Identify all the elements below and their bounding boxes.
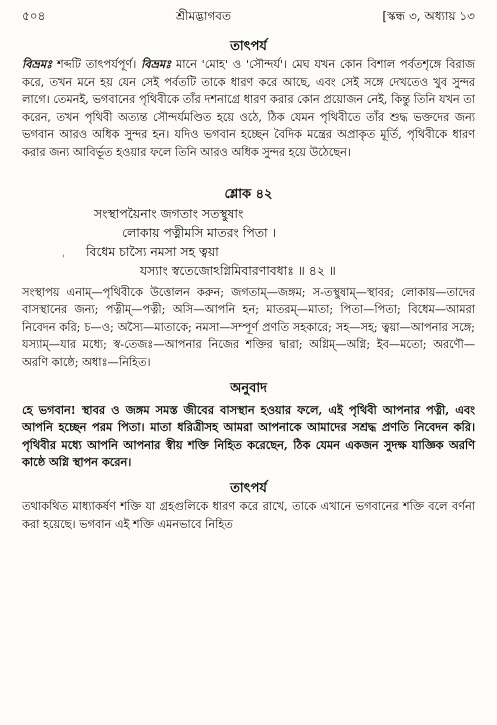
sanskrit-verse bbox=[22, 204, 475, 280]
translation-heading: অনুবাদ bbox=[230, 380, 267, 396]
verse-line-4: যস্যাং স্বতেজোঽগ্নিমিবারণাবধাঃ ॥ ৪২ ॥ bbox=[140, 262, 336, 278]
purport-text-2: মানে 'মোহ' ও 'সৌন্দর্য'। মেঘ যখন কোন বিশাল পর্বতশৃঙ্গে বিরাজ করে, তখন মনে হয় যেন সেই পর্বতটি তাকে ধারণ করে আছে, এবং সেই সঙ্গে দেখতেও খুব সুন্দর লাগে। তেমনই, ভগবানের পৃথিবীকে তাঁর দশনাগ্রে ধারণ করার কোন প্রয়োজন নেই, কিন্তু তিনি যখন তা করেন, তখন পৃথিবী অত্যন্ত সৌন্দর্যমণ্ডিত হয়ে ওঠে, ঠিক যেমন পৃথিবীতে তাঁর শুদ্ধ ভক্তদের জন্য ভগবান আরও অধিক সুন্দর হন। যদিও ভগবান হচ্ছেন বৈদিক মন্ত্রের অপ্রাকৃত মূর্তি, পৃথিবীকে ধারণ করার জন্য আবির্ভূত হওয়ার ফলে তিনি আরও অধিক সুন্দর হয়ে উঠেছেন। bbox=[22, 58, 475, 159]
page-header bbox=[22, 8, 475, 26]
purport-paragraph-2: তথাকথিত মাধ্যাকর্ষণ শক্তি যা গ্রহগুলিকে ধারণ করে রাখে, তাকে এখানে ভগবানের শক্তি বলে বর্ণনা করা হয়েছে। ভগবান এই শক্তি এমনভাবে নিহিত bbox=[22, 499, 475, 531]
verse-line-2: লোকায় পত্নীমসি মাতরং পিতা । bbox=[122, 224, 277, 240]
term-vibhramah-2: বিভ্রমঃ bbox=[141, 57, 172, 71]
canto-chapter: [স্কন্ধ ৩, অধ্যায় ১৩ bbox=[382, 9, 475, 23]
purport-heading-2: তাৎপর্য bbox=[230, 480, 267, 496]
purport-text-1: শব্দটি তাৎপর্যপূর্ণ। bbox=[52, 58, 142, 71]
verse-heading: শ্লোক ৪২ bbox=[224, 186, 273, 202]
purport-heading: তাৎপর্য bbox=[230, 39, 267, 54]
purport-paragraph bbox=[22, 56, 475, 162]
print-mark: ꞌ bbox=[62, 254, 65, 265]
verse-line-3: বিধেম চাস্যৈ নমসা সহ ত্বয়া bbox=[86, 243, 219, 259]
translation-paragraph: হে ভগবান! স্থাবর ও জঙ্গম সমস্ত জীবের বাসস্থান হওয়ার ফলে, এই পৃথিবী আপনার পত্নী, এবং আপনি হচ্ছেন পরম পিতা। মাতা ধরিত্রীসহ আমরা আপনাকে আমাদের সশ্রদ্ধ প্রণতি নিবেদন করি। পৃথিবীর মধ্যে আপনি আপনার স্বীয় শক্তি নিহিত করেছেন, ঠিক যেমন একজন সুদক্ষ যাজ্ঞিক অরণি কাষ্ঠে অগ্নি স্থাপন করেন। bbox=[22, 402, 475, 470]
synonyms-paragraph: সংস্থাপয় এনাম্‌—পৃথিবীকে উত্তোলন করুন; জগতাম্‌—জঙ্গম; স-তস্থুষাম্‌—স্থাবর; লোকায়—তাদের বাসস্থানের জন্য; পত্নীম্‌—পত্নী; অসি—আপনি হন; মাতরম্‌—মাতা; পিতা—পিতা; বিধেম—আমরা নিবেদন করি; চ—ও; অস্যৈ—মাতাকে; নমসা—সম্পূর্ণ প্রণতি সহকারে; সহ—সহ; ত্বয়া—আপনার সঙ্গে; যস্যাম্‌—যার মধ্যে; স্ব-তেজঃ—আপনার নিজের শক্তির দ্বারা; অগ্নিম্‌—অগ্নি; ইব—মতো; অরণৌ—অরণি কাষ্ঠে; অধাঃ—নিহিত। bbox=[22, 285, 475, 369]
term-vibhramah: বিভ্রমঃ bbox=[22, 57, 53, 71]
page-number: ৫০৪ bbox=[22, 9, 46, 23]
book-title: শ্রীমদ্ভাগবত bbox=[175, 9, 231, 23]
verse-line-1: সংস্থাপয়ৈনাং জগতাং সতস্থুষাং bbox=[94, 205, 244, 221]
